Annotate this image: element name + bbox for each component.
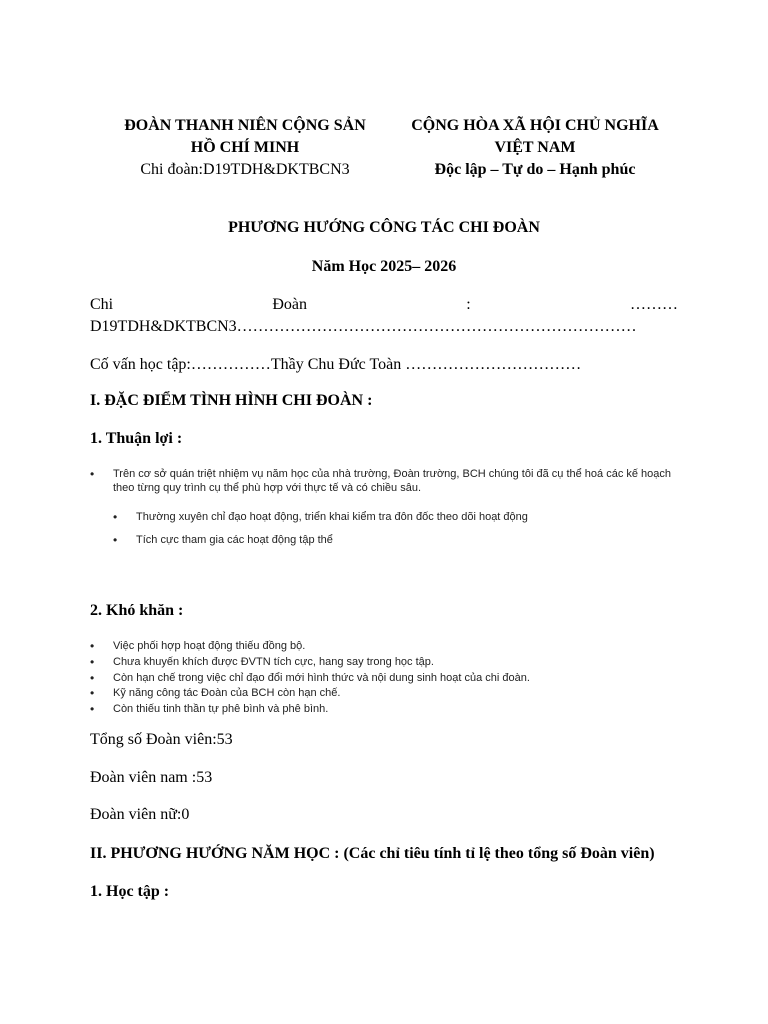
chi-doan-line1 [90, 294, 678, 316]
list-item: • Còn hạn chế trong việc chỉ đạo đổi mới hình thức và nội dung sinh hoạt của chi đoàn. [90, 671, 680, 687]
section1-sub2-heading: 2. Khó khăn : [90, 602, 184, 619]
chi-doan-word3: : [466, 296, 471, 313]
co-van-hoc-tap: Cố vấn học tập:……………Thầy Chu Đức Toàn …………………………… [90, 356, 582, 373]
header-nation [380, 115, 690, 181]
section1-sub1-heading: 1. Thuận lợi : [90, 430, 183, 447]
nation-name-line1: CỘNG HÒA XÃ HỘI CHỦ NGHĨA [411, 117, 659, 134]
chi-doan-word1: Chi [90, 296, 114, 313]
document-subtitle: Năm Học 2025– 2026 [311, 258, 457, 275]
advantages-list [90, 467, 680, 495]
chi-doan-field [90, 294, 678, 338]
nation-name-line2: VIỆT NAM [494, 139, 576, 156]
org-name-line2: HỒ CHÍ MINH [190, 139, 300, 156]
nation-motto: Độc lập – Tự do – Hạnh phúc [434, 161, 636, 178]
advantages-nested-list [113, 510, 673, 547]
list-item: • Kỹ năng công tác Đoàn của BCH còn hạn chế. [90, 686, 680, 702]
list-item: • Tích cực tham gia các hoạt động tập thể [113, 533, 673, 547]
chi-doan-word2: Đoàn [272, 296, 308, 313]
male-members: Đoàn viên nam :53 [90, 769, 213, 786]
list-item: • Thường xuyên chỉ đạo hoạt động, triển khai kiểm tra đôn đốc theo dõi hoạt động [113, 510, 673, 524]
org-name-line1: ĐOÀN THANH NIÊN CỘNG SẢN [124, 117, 366, 134]
section2-heading: II. PHƯƠNG HƯỚNG NĂM HỌC : (Các chỉ tiêu tính tỉ lệ theo tổng số Đoàn viên) [90, 845, 655, 862]
header-organization [90, 115, 400, 181]
list-item: • Việc phối hợp hoạt động thiếu đồng bộ. [90, 639, 680, 655]
list-item: • Còn thiếu tinh thần tự phê bình và phê bình. [90, 702, 680, 718]
list-item: • Chưa khuyến khích được ĐVTN tích cực, hang say trong học tập. [90, 655, 680, 671]
section2-sub1-heading: 1. Học tập : [90, 883, 170, 900]
section1-heading: I. ĐẶC ĐIỂM TÌNH HÌNH CHI ĐOÀN : [90, 392, 373, 409]
female-members: Đoàn viên nữ:0 [90, 806, 190, 823]
chi-doan-word4: ……… [629, 296, 678, 313]
list-item: • Trên cơ sở quán triệt nhiệm vụ năm học của nhà trường, Đoàn trường, BCH chúng tôi đã cụ thể hoá các kế hoạch theo từng quy trình cụ thể phù hợp với thực tế và có chiều sâu. [90, 467, 680, 495]
document-title: PHƯƠNG HƯỚNG CÔNG TÁC CHI ĐOÀN [228, 219, 540, 236]
difficulties-list [90, 639, 680, 718]
org-branch: Chi đoàn:D19TDH&DKTBCN3 [140, 161, 350, 178]
chi-doan-line2: D19TDH&DKTBCN3………………………………………………………………… [90, 318, 637, 335]
total-members: Tổng số Đoàn viên:53 [90, 731, 233, 748]
